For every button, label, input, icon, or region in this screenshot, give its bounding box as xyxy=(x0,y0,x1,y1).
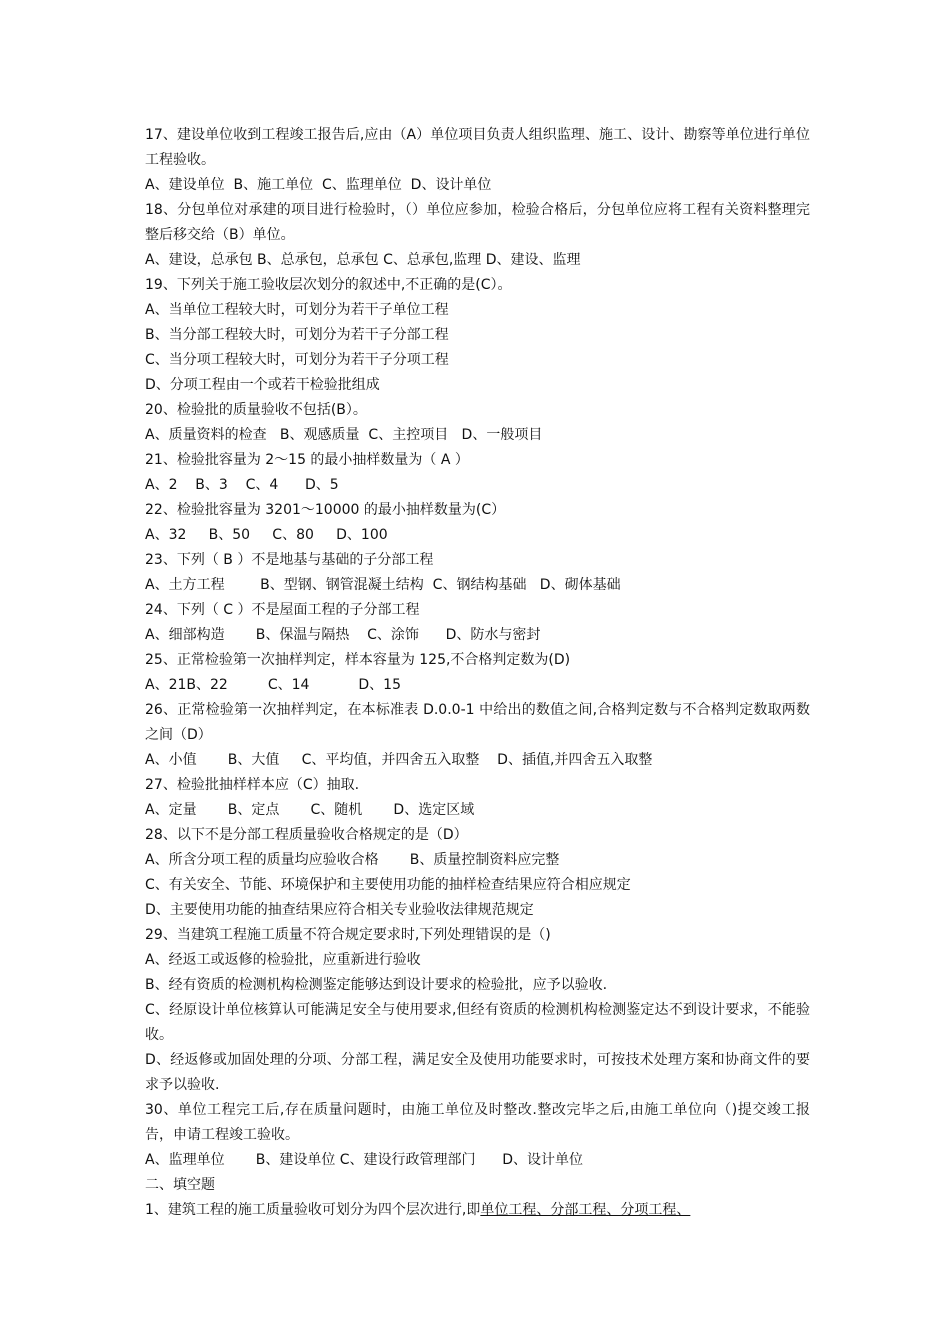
text-line: A、21B、22 C、14 D、15 xyxy=(145,677,401,693)
text-line: A、经返工或返修的检验批，应重新进行验收 xyxy=(145,952,421,968)
text-line: 22、检验批容量为 3201～10000 的最小抽样数量为(C） xyxy=(145,502,506,518)
text-line: A、质量资料的检查 B、观感质量 C、主控项目 D、一般项目 xyxy=(145,427,543,443)
text-line: D、分项工程由一个或若干检验批组成 xyxy=(145,377,380,393)
text-line: 17、建设单位收到工程竣工报告后,应由（A）单位项目负责人组织监理、施工、设计、勘察等单位进行单位工程验收。 xyxy=(145,127,810,168)
text-line: B、当分部工程较大时，可划分为若干子分部工程 xyxy=(145,327,449,343)
text-line: 二、填空题 xyxy=(145,1177,215,1193)
text-line: 18、分包单位对承建的项目进行检验时，（）单位应参加，检验合格后，分包单位应将工程有关资料整理完整后移交给（B）单位。 xyxy=(145,202,810,243)
text-line: C、经原设计单位核算认可能满足安全与使用要求,但经有资质的检测机构检测鉴定达不到设计要求，不能验收。 xyxy=(145,1002,810,1043)
text-line: A、定量 B、定点 C、随机 D、选定区域 xyxy=(145,802,475,818)
text-line: 20、检验批的质量验收不包括(B）。 xyxy=(145,402,367,418)
text-line: B、经有资质的检测机构检测鉴定能够达到设计要求的检验批，应予以验收. xyxy=(145,977,608,993)
text-line: 27、检验批抽样样本应（C）抽取. xyxy=(145,777,360,793)
text-line: 19、下列关于施工验收层次划分的叙述中,不正确的是(C）。 xyxy=(145,277,512,293)
text-line: D、经返修或加固处理的分项、分部工程，满足安全及使用功能要求时，可按技术处理方案和协商文件的要求予以验收. xyxy=(145,1052,810,1093)
text-line: A、土方工程 B、型钢、钢管混凝土结构 C、钢结构基础 D、砌体基础 xyxy=(145,577,621,593)
text-line: C、有关安全、节能、环境保护和主要使用功能的抽样检查结果应符合相应规定 xyxy=(145,877,631,893)
text-line: A、2 B、3 C、4 D、5 xyxy=(145,477,339,493)
fill-in-question-1 xyxy=(145,1198,810,1223)
text-line: 28、以下不是分部工程质量验收合格规定的是（D） xyxy=(145,827,468,843)
text-line: 30、单位工程完工后,存在质量问题时，由施工单位及时整改.整改完毕之后,由施工单位向（)提交竣工报告，申请工程竣工验收。 xyxy=(145,1102,810,1143)
text-line: D、主要使用功能的抽查结果应符合相关专业验收法律规范规定 xyxy=(145,902,534,918)
text-line: C、当分项工程较大时，可划分为若干子分项工程 xyxy=(145,352,449,368)
question-text: 1、建筑工程的施工质量验收可划分为四个层次进行,即 xyxy=(145,1202,481,1218)
text-line: A、建设，总承包 B、总承包，总承包 C、总承包,监理 D、建设、监理 xyxy=(145,252,581,268)
text-line: 23、下列（ B ）不是地基与基础的子分部工程 xyxy=(145,552,434,568)
underlined-answer: 单位工程、分部工程、分项工程、 xyxy=(480,1202,691,1218)
text-line: A、所含分项工程的质量均应验收合格 B、质量控制资料应完整 xyxy=(145,852,560,868)
text-line: 21、检验批容量为 2～15 的最小抽样数量为（ A ） xyxy=(145,452,469,468)
text-line: A、当单位工程较大时，可划分为若干子单位工程 xyxy=(145,302,449,318)
text-line: 24、下列（ C ）不是屋面工程的子分部工程 xyxy=(145,602,420,618)
text-line: A、细部构造 B、保温与隔热 C、涂饰 D、防水与密封 xyxy=(145,627,541,643)
text-line: A、小值 B、大值 C、平均值，并四舍五入取整 D、插值,并四舍五入取整 xyxy=(145,752,653,768)
text-line: A、32 B、50 C、80 D、100 xyxy=(145,527,388,543)
text-line: A、监理单位 B、建设单位 C、建设行政管理部门 D、设计单位 xyxy=(145,1152,584,1168)
text-line: 25、正常检验第一次抽样判定，样本容量为 125,不合格判定数为(D) xyxy=(145,652,571,668)
text-line: 26、正常检验第一次抽样判定，在本标准表 D.0.0-1 中给出的数值之间,合格判定数与不合格判定数取两数之间（D） xyxy=(145,702,810,743)
document-body xyxy=(145,123,810,1223)
text-line: 29、当建筑工程施工质量不符合规定要求时,下列处理错误的是（) xyxy=(145,927,551,943)
text-line: A、建设单位 B、施工单位 C、监理单位 D、设计单位 xyxy=(145,177,492,193)
